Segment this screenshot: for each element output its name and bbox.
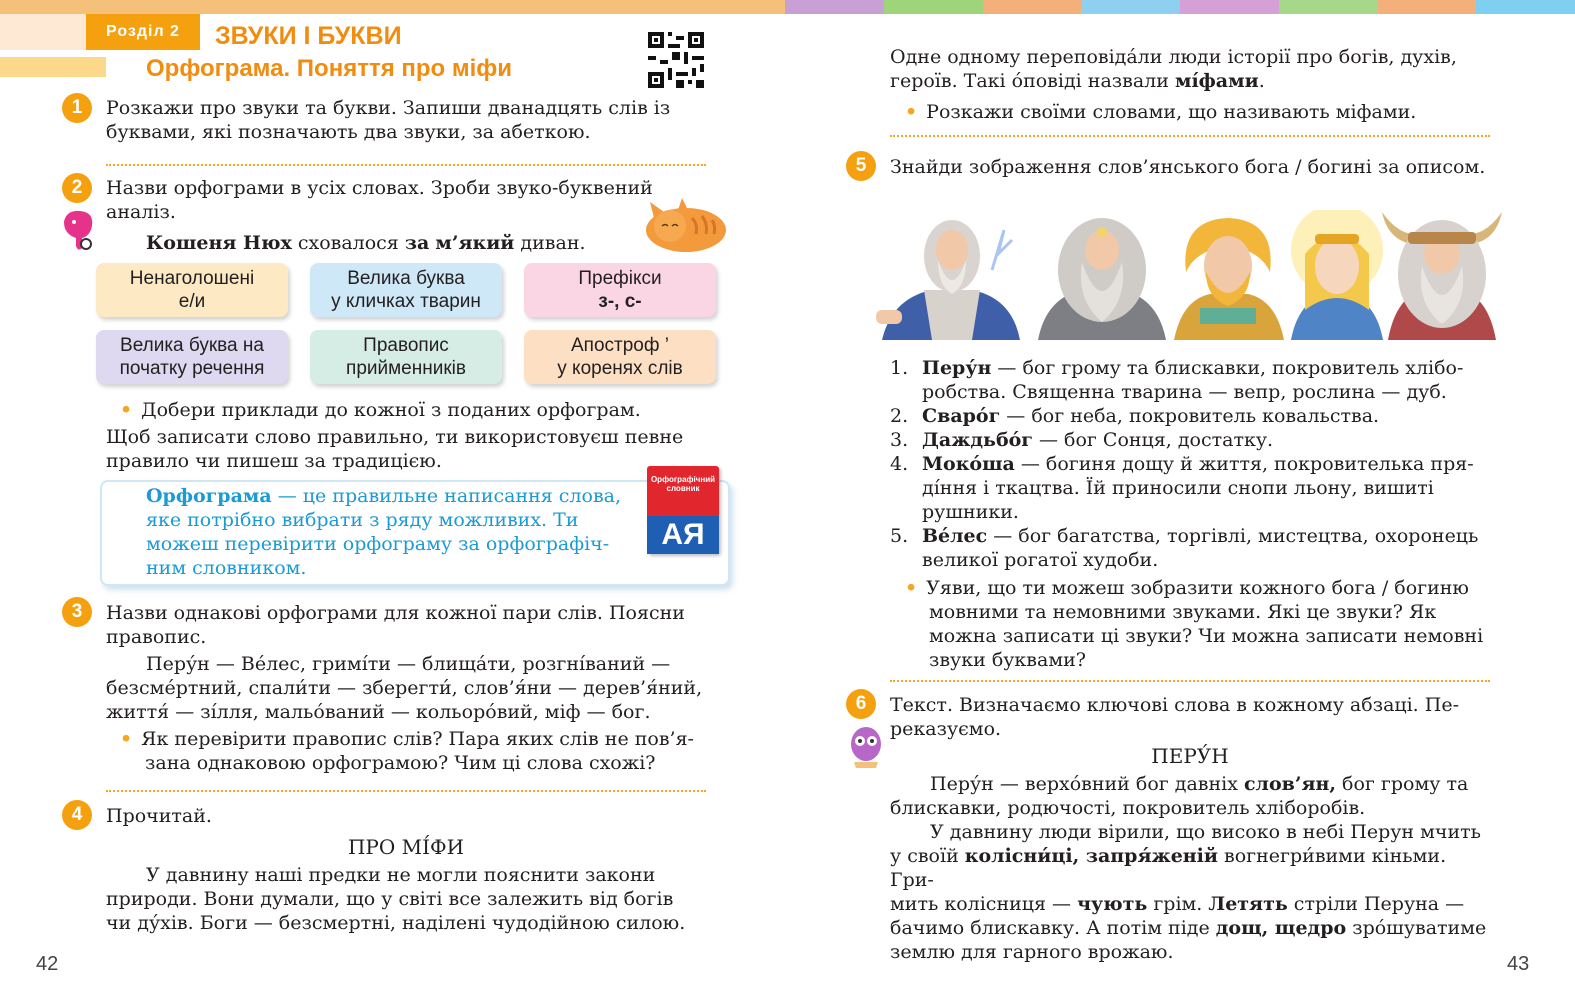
divider (106, 790, 706, 792)
list-item: 5. Ве́лес — бог багатства, торгівлі, мистецтва, охоронець (890, 525, 1479, 547)
rule-text: Орфограма — це правильне написання слова, яке потрібно вибрати з ряду можливих. Ти можеш перевірити орфограму за орфографіч- ним словником. (146, 485, 622, 579)
task-number-6: 6 (846, 689, 876, 719)
myths-continued: Одне одному переповіда́ли люди історії про богів, духів, героїв. Такі о́повіді назвали мі́фами. (890, 46, 1457, 92)
list-item: 3. Даждьбо́г — бог Сонця, достатку. (890, 429, 1274, 451)
list-item: 2. Сваро́г — бог неба, покровитель ковальства. (890, 405, 1380, 427)
task-4-text: Прочитай. (106, 805, 212, 827)
example-sentence: Кошеня Нюх сховалося за м’який диван. (146, 232, 586, 254)
cat-icon (640, 196, 730, 254)
divider (890, 680, 1490, 682)
task-number-1: 1 (62, 93, 92, 123)
unit-title: ЗВУКИ І БУКВИ (215, 22, 402, 50)
myths-title: ПРО МІ́ФИ (347, 835, 465, 859)
orthogram-card-3: Префікси з-, с- (524, 263, 716, 317)
list-item: 1. Перу́н — бог грому та блискавки, покровитель хлібо- (890, 357, 1464, 379)
goddess-portrait-4 (1283, 210, 1391, 340)
header-band (0, 14, 86, 50)
myths-paragraph: У давнину наші предки не могли пояснити закони природи. Вони думали, що у світі все залежить від богів чи ду́хів. Боги — безсмертні, наділені чудодійною силою. (106, 864, 686, 934)
god-portrait-3 (1170, 210, 1288, 340)
header-underline (0, 57, 106, 77)
task-number-3: 3 (62, 597, 92, 627)
orthogram-card-1: Ненаголошені е/и (96, 263, 288, 317)
god-portrait-5 (1378, 210, 1506, 340)
top-bar-segments (785, 0, 1575, 14)
divider (890, 135, 1490, 137)
orthogram-card-6: Апостроф ’ у коренях слів (524, 330, 716, 384)
list-item: 4. Моко́ша — богиня дощу й життя, покровителька пря- (890, 453, 1474, 475)
task-3-examples: Перу́н — Ве́лес, гримі́ти — блища́ти, розгні́ваний — безсме́ртний, спали́ти — зберегти́, слов’я́ни — дерев’я́ний, життя́ — зі́лля, мальо́ваний — кольоро́вий, міф — бог. (106, 653, 703, 723)
mascot-pink-icon (60, 208, 102, 254)
task-2-bullet: • Добери приклади до кожної з поданих орфограм. (120, 399, 641, 421)
gods-list: 1. Перу́н — бог грому та блискавки, покровитель хлібо- робства. Священна тварина — вепр, рослина — дуб. 2. Сваро́г — бог неба, покровитель ковальства. 3. Даждьбо́г — бог Сонця, достатку. 4. Моко́ша — богиня дощу й життя, покровителька пря- ді́ння і ткацтва. Їй приносили снопи льону, вишиті рушники. 5. Ве́лес — бог багатства, торгівлі, мистецтва, охоронець великої рогатої худоби. (890, 356, 1490, 572)
mascot-owl-icon (848, 724, 884, 770)
perun-title: ПЕРУ́Н (1151, 744, 1229, 768)
section-badge: Розділ 2 (86, 14, 200, 50)
lesson-subtitle: Орфограма. Поняття про міфи (146, 55, 513, 82)
task-6-text: Текст. Визначаємо ключові слова в кожному абзаці. Пе- реказуємо. (890, 694, 1459, 740)
page-number-right: 43 (1507, 953, 1530, 975)
dictionary-icon: Орфографічний словник АЯ (647, 466, 719, 554)
task-5-bullet: • Уяви, що ти можеш зобразити кожного бога / богиню мовними та немовними звуками. Які це звуки? Як можна записати ці звуки? Чи можна записати немовні звуки буквами? (905, 577, 1484, 671)
divider (106, 164, 706, 166)
myths-bullet: • Розкажи своїми словами, що називають міфами. (905, 101, 1417, 123)
task-number-5: 5 (846, 151, 876, 181)
task-3-bullet: • Як перевірити правопис слів? Пара яких слів не пов’я- зана однаковою орфограмою? Чим ці слова схожі? (120, 728, 694, 774)
task-number-4: 4 (62, 800, 92, 830)
orthogram-card-2: Велика буква у кличках тварин (310, 263, 502, 317)
task-number-2: 2 (62, 173, 92, 203)
page-number-left: 42 (36, 953, 59, 975)
task-1-text: Розкажи про звуки та букви. Запиши дванадцять слів із буквами, які позначають два звуки, за абеткою. (106, 97, 671, 143)
task-5-text: Знайди зображення слов’янського бога / богині за описом. (890, 156, 1486, 178)
task-2-paragraph: Щоб записати слово правильно, ти використовуєш певне правило чи пишеш за традицією. (106, 426, 684, 472)
orthogram-card-5: Правопис прийменників (310, 330, 502, 384)
task-3-text: Назви однакові орфограми для кожної пари слів. Поясни правопис. (106, 602, 685, 648)
god-portrait-1 (872, 210, 1032, 340)
orthogram-card-4: Велика буква на початку речення (96, 330, 288, 384)
god-portrait-2 (1032, 210, 1172, 340)
perun-text: Перу́н — верхо́вний бог давніх слов’ян, бог грому та блискавки, родючості, покровитель хліборобів. У давнину люди вірили, що високо в небі Перун мчить у своїй колісни́ці, запря́женій вогнегри́вими кіньми. Гри- мить колісниця — чують грім. Летять стріли Перуна — бачимо блискавку. А потім піде дощ, щедро зро́шуватиме землю для гарного врожаю. (890, 773, 1487, 963)
qr-code-icon[interactable] (648, 32, 704, 88)
top-bar-left (0, 0, 785, 14)
task-2-text: Назви орфограми в усіх словах. Зроби звуко-буквений аналіз. (106, 177, 653, 223)
